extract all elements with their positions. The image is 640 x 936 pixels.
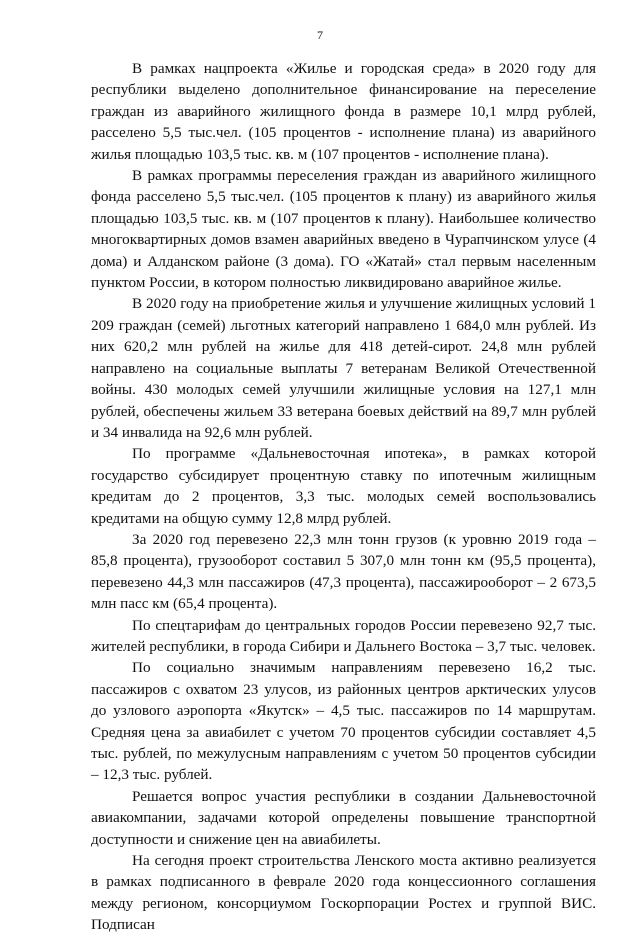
paragraph-special-tariffs: По спецтарифам до центральных городов России перевезено 92,7 тыс. жителей республики, в города Сибири и Дальнего Востока – 3,7 тыс. человек. — [91, 616, 596, 655]
paragraph-resettlement-program: В рамках программы переселения граждан из аварийного жилищного фонда расселено 5,5 тыс.чел. (105 процентов к плану) из аварийного жилья площадью 103,5 тыс. кв. м (107 процентов к плану). Наибольшее количество многоквартирных домов взамен аварийных введено в Чурапчинском улусе (4 дома) и Алданском районе (3 дома). ГО «Жатай» стал первым населенным пунктом России, в котором полностью ликвидировано аварийное жилье. — [91, 167, 596, 292]
page-number: 7 — [317, 28, 323, 42]
paragraph-housing-national-project: В рамках нацпроекта «Жилье и городская среда» в 2020 году для республики выделено дополнительное финансирование на переселение граждан из аварийного жилищного фонда в размере 10,1 млрд рублей, расселено 5,5 тыс.чел. (105 процентов - исполнение плана) из аварийного жилья площадью 103,5 тыс. кв. м (107 процентов - исполнение плана). — [91, 60, 596, 163]
paragraph-cargo-transport: За 2020 год перевезено 22,3 млн тонн грузов (к уровню 2019 года – 85,8 процента), грузооборот составил 5 307,0 млн тонн км (95,5 процента), перевезено 44,3 млн пассажиров (47,3 процента), пассажирооборот – 2 673,5 млн пасс км (65,4 процента). — [91, 530, 596, 613]
paragraph-socially-significant-routes: По социально значимым направлениям перевезено 16,2 тыс. пассажиров с охватом 23 улусов, из районных центров арктических улусов до узлового аэропорта «Якутск» – 4,5 тыс. пассажиров по 14 маршрутам. Средняя цена за авиабилет с учетом 70 процентов субсидии составляет 4,5 тыс. рублей, по межулусным направлениям с учетом 50 процентов субсидии – 12,3 тыс. рублей. — [91, 659, 596, 784]
paragraph-far-eastern-mortgage: По программе «Дальневосточная ипотека», в рамках которой государство субсидирует процентную ставку по ипотечным жилищным кредитам до 2 процентов, 3,3 тыс. молодых семей воспользовались кредитами на общую сумму 12,8 млрд рублей. — [91, 445, 596, 527]
paragraph-lena-bridge: На сегодня проект строительства Ленского моста активно реализуется в рамках подписанного в феврале 2020 года концессионного соглашения между регионом, консорциумом Госкорпорации Ростех и группой ВИС. Подписан — [91, 852, 596, 934]
paragraph-housing-privileged-categories: В 2020 году на приобретение жилья и улучшение жилищных условий 1 209 граждан (семей) льготных категорий направлено 1 684,0 млн рублей. Из них 620,2 млн рублей на жилье для 418 детей-сирот. 24,8 млн рублей направлено на социальные выплаты 7 ветеранам Великой Отечественной войны. 430 молодых семей улучшили жилищные условия на 127,1 млн рублей, обеспечены жильем 33 ветерана боевых действий на 89,7 млн рублей и 34 инвалида на 92,6 млн рублей. — [91, 295, 596, 441]
paragraph-far-eastern-airline: Решается вопрос участия республики в создании Дальневосточной авиакомпании, задачами которой определены повышение транспортной доступности и снижение цен на авиабилеты. — [91, 787, 596, 848]
